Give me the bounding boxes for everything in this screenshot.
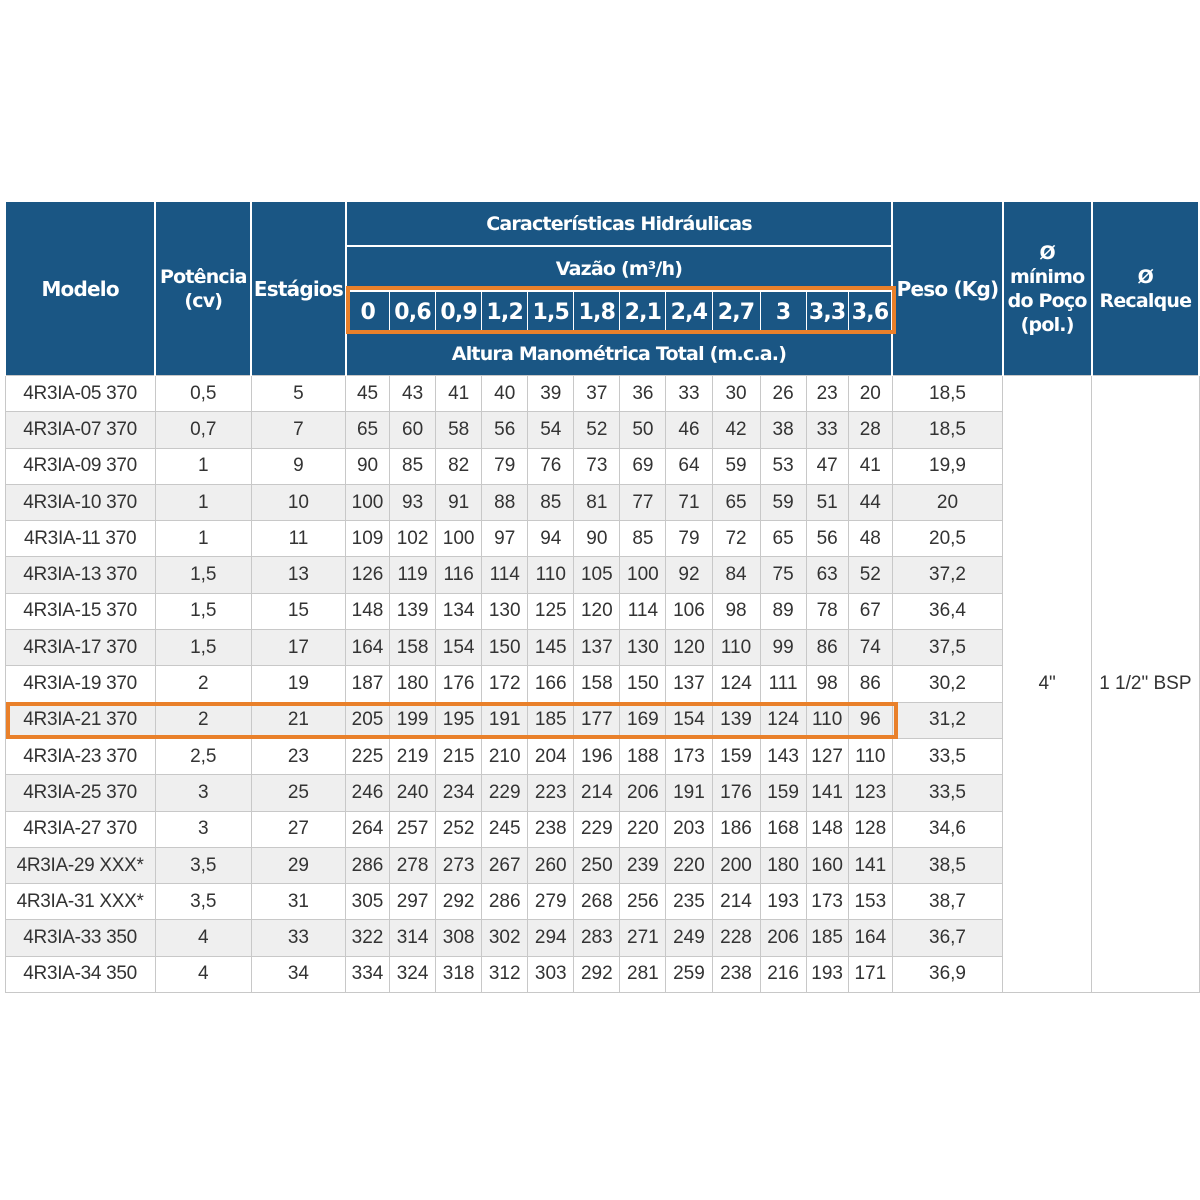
- head-value-cell: 91: [436, 484, 482, 520]
- head-value-cell: 58: [436, 412, 482, 448]
- head-value-cell: 150: [482, 630, 528, 666]
- head-value-cell: 50: [620, 412, 666, 448]
- head-value-cell: 193: [760, 884, 806, 920]
- head-value-cell: 249: [666, 920, 712, 956]
- head-value-cell: 86: [848, 666, 892, 702]
- head-value-cell: 72: [712, 521, 760, 557]
- head-value-cell: 286: [482, 884, 528, 920]
- head-value-cell: 100: [436, 521, 482, 557]
- head-value-cell: 109: [346, 521, 390, 557]
- header-outlet: Ø Recalque: [1092, 202, 1199, 376]
- head-value-cell: 273: [436, 847, 482, 883]
- weight-cell: 38,7: [892, 884, 1002, 920]
- power-cell: 4: [155, 920, 251, 956]
- head-value-cell: 267: [482, 847, 528, 883]
- head-value-cell: 130: [620, 630, 666, 666]
- head-value-cell: 114: [620, 593, 666, 629]
- stages-cell: 33: [251, 920, 345, 956]
- head-value-cell: 116: [436, 557, 482, 593]
- power-cell: 3,5: [155, 847, 251, 883]
- head-value-cell: 77: [620, 484, 666, 520]
- model-cell: 4R3IA-23 370: [5, 738, 155, 774]
- weight-cell: 37,5: [892, 630, 1002, 666]
- head-value-cell: 145: [528, 630, 574, 666]
- head-value-cell: 173: [666, 738, 712, 774]
- model-cell: 4R3IA-29 XXX*: [5, 847, 155, 883]
- head-value-cell: 63: [806, 557, 848, 593]
- head-value-cell: 205: [346, 702, 390, 738]
- head-value-cell: 82: [436, 448, 482, 484]
- head-value-cell: 120: [574, 593, 620, 629]
- head-value-cell: 42: [712, 412, 760, 448]
- head-value-cell: 195: [436, 702, 482, 738]
- head-value-cell: 64: [666, 448, 712, 484]
- head-value-cell: 106: [666, 593, 712, 629]
- head-value-cell: 53: [760, 448, 806, 484]
- head-value-cell: 220: [620, 811, 666, 847]
- head-value-cell: 111: [760, 666, 806, 702]
- head-value-cell: 187: [346, 666, 390, 702]
- flow-value-cell: 1,2: [482, 291, 528, 332]
- head-value-cell: 20: [848, 376, 892, 412]
- power-cell: 3: [155, 811, 251, 847]
- model-cell: 4R3IA-07 370: [5, 412, 155, 448]
- head-value-cell: 164: [346, 630, 390, 666]
- stages-cell: 21: [251, 702, 345, 738]
- head-value-cell: 154: [666, 702, 712, 738]
- head-value-cell: 89: [760, 593, 806, 629]
- power-cell: 1,5: [155, 593, 251, 629]
- head-value-cell: 191: [666, 775, 712, 811]
- head-value-cell: 110: [848, 738, 892, 774]
- stages-cell: 7: [251, 412, 345, 448]
- power-cell: 4: [155, 956, 251, 992]
- head-value-cell: 100: [346, 484, 390, 520]
- power-cell: 0,5: [155, 376, 251, 412]
- head-value-cell: 30: [712, 376, 760, 412]
- head-value-cell: 40: [482, 376, 528, 412]
- model-cell: 4R3IA-21 370: [5, 702, 155, 738]
- head-value-cell: 92: [666, 557, 712, 593]
- head-value-cell: 283: [574, 920, 620, 956]
- head-value-cell: 281: [620, 956, 666, 992]
- head-value-cell: 123: [848, 775, 892, 811]
- power-cell: 0,7: [155, 412, 251, 448]
- head-value-cell: 259: [666, 956, 712, 992]
- head-value-cell: 124: [760, 702, 806, 738]
- head-value-cell: 51: [806, 484, 848, 520]
- head-value-cell: 41: [436, 376, 482, 412]
- head-value-cell: 210: [482, 738, 528, 774]
- head-value-cell: 33: [666, 376, 712, 412]
- head-value-cell: 79: [666, 521, 712, 557]
- head-value-cell: 60: [390, 412, 436, 448]
- well-min-cell: 4": [1003, 376, 1092, 993]
- weight-cell: 18,5: [892, 412, 1002, 448]
- head-value-cell: 127: [806, 738, 848, 774]
- weight-cell: 19,9: [892, 448, 1002, 484]
- head-value-cell: 234: [436, 775, 482, 811]
- head-value-cell: 44: [848, 484, 892, 520]
- head-value-cell: 148: [806, 811, 848, 847]
- head-value-cell: 220: [666, 847, 712, 883]
- weight-cell: 20: [892, 484, 1002, 520]
- stages-cell: 5: [251, 376, 345, 412]
- head-value-cell: 52: [574, 412, 620, 448]
- head-value-cell: 191: [482, 702, 528, 738]
- head-value-cell: 74: [848, 630, 892, 666]
- head-value-cell: 119: [390, 557, 436, 593]
- head-value-cell: 196: [574, 738, 620, 774]
- head-value-cell: 252: [436, 811, 482, 847]
- pump-spec-table: [4, 202, 1200, 993]
- stages-cell: 17: [251, 630, 345, 666]
- header-flow: Vazão (m³/h): [346, 246, 893, 291]
- weight-cell: 37,2: [892, 557, 1002, 593]
- head-value-cell: 38: [760, 412, 806, 448]
- head-value-cell: 245: [482, 811, 528, 847]
- head-value-cell: 153: [848, 884, 892, 920]
- stages-cell: 34: [251, 956, 345, 992]
- head-value-cell: 256: [620, 884, 666, 920]
- head-value-cell: 176: [712, 775, 760, 811]
- head-value-cell: 302: [482, 920, 528, 956]
- model-cell: 4R3IA-27 370: [5, 811, 155, 847]
- flow-value-cell: 3: [760, 291, 806, 332]
- weight-cell: 33,5: [892, 738, 1002, 774]
- head-value-cell: 225: [346, 738, 390, 774]
- head-value-cell: 137: [574, 630, 620, 666]
- head-value-cell: 158: [390, 630, 436, 666]
- head-value-cell: 180: [760, 847, 806, 883]
- head-value-cell: 168: [760, 811, 806, 847]
- stages-cell: 10: [251, 484, 345, 520]
- stages-cell: 27: [251, 811, 345, 847]
- head-value-cell: 292: [574, 956, 620, 992]
- head-value-cell: 41: [848, 448, 892, 484]
- stages-cell: 25: [251, 775, 345, 811]
- header-model: Modelo: [5, 202, 155, 376]
- header-power: Potência (cv): [155, 202, 251, 376]
- head-value-cell: 203: [666, 811, 712, 847]
- head-value-cell: 324: [390, 956, 436, 992]
- head-value-cell: 59: [760, 484, 806, 520]
- head-value-cell: 297: [390, 884, 436, 920]
- head-value-cell: 215: [436, 738, 482, 774]
- head-value-cell: 65: [712, 484, 760, 520]
- head-value-cell: 186: [712, 811, 760, 847]
- head-value-cell: 98: [712, 593, 760, 629]
- header-hydraulic: Características Hidráulicas: [346, 202, 893, 246]
- head-value-cell: 85: [528, 484, 574, 520]
- head-value-cell: 185: [806, 920, 848, 956]
- head-value-cell: 94: [528, 521, 574, 557]
- head-value-cell: 229: [574, 811, 620, 847]
- head-value-cell: 114: [482, 557, 528, 593]
- head-value-cell: 177: [574, 702, 620, 738]
- header-well-min: Ø mínimo do Poço (pol.): [1003, 202, 1092, 376]
- head-value-cell: 141: [806, 775, 848, 811]
- head-value-cell: 69: [620, 448, 666, 484]
- head-value-cell: 238: [712, 956, 760, 992]
- head-value-cell: 216: [760, 956, 806, 992]
- head-value-cell: 159: [760, 775, 806, 811]
- head-value-cell: 33: [806, 412, 848, 448]
- power-cell: 3,5: [155, 884, 251, 920]
- head-value-cell: 102: [390, 521, 436, 557]
- head-value-cell: 93: [390, 484, 436, 520]
- stages-cell: 9: [251, 448, 345, 484]
- head-value-cell: 126: [346, 557, 390, 593]
- flow-value-cell: 0,6: [390, 291, 436, 332]
- head-value-cell: 73: [574, 448, 620, 484]
- table-header: [5, 202, 1199, 376]
- head-value-cell: 214: [712, 884, 760, 920]
- flow-value-cell: 2,7: [712, 291, 760, 332]
- head-value-cell: 169: [620, 702, 666, 738]
- head-value-cell: 308: [436, 920, 482, 956]
- head-value-cell: 206: [620, 775, 666, 811]
- table-body: [5, 376, 1199, 993]
- head-value-cell: 305: [346, 884, 390, 920]
- header-stages: Estágios: [251, 202, 345, 376]
- head-value-cell: 148: [346, 593, 390, 629]
- head-value-cell: 79: [482, 448, 528, 484]
- head-value-cell: 47: [806, 448, 848, 484]
- head-value-cell: 98: [806, 666, 848, 702]
- head-value-cell: 23: [806, 376, 848, 412]
- head-value-cell: 90: [574, 521, 620, 557]
- head-value-cell: 139: [712, 702, 760, 738]
- head-value-cell: 268: [574, 884, 620, 920]
- head-value-cell: 105: [574, 557, 620, 593]
- head-value-cell: 257: [390, 811, 436, 847]
- head-value-cell: 219: [390, 738, 436, 774]
- stages-cell: 13: [251, 557, 345, 593]
- head-value-cell: 110: [806, 702, 848, 738]
- head-value-cell: 139: [390, 593, 436, 629]
- power-cell: 1,5: [155, 630, 251, 666]
- head-value-cell: 185: [528, 702, 574, 738]
- weight-cell: 34,6: [892, 811, 1002, 847]
- head-value-cell: 96: [848, 702, 892, 738]
- head-value-cell: 90: [346, 448, 390, 484]
- head-value-cell: 294: [528, 920, 574, 956]
- head-value-cell: 240: [390, 775, 436, 811]
- weight-cell: 18,5: [892, 376, 1002, 412]
- head-value-cell: 154: [436, 630, 482, 666]
- head-value-cell: 43: [390, 376, 436, 412]
- model-cell: 4R3IA-25 370: [5, 775, 155, 811]
- weight-cell: 36,4: [892, 593, 1002, 629]
- power-cell: 2: [155, 702, 251, 738]
- stages-cell: 19: [251, 666, 345, 702]
- model-cell: 4R3IA-15 370: [5, 593, 155, 629]
- head-value-cell: 45: [346, 376, 390, 412]
- head-value-cell: 67: [848, 593, 892, 629]
- head-value-cell: 204: [528, 738, 574, 774]
- head-value-cell: 278: [390, 847, 436, 883]
- head-value-cell: 78: [806, 593, 848, 629]
- head-value-cell: 36: [620, 376, 666, 412]
- head-value-cell: 246: [346, 775, 390, 811]
- head-value-cell: 312: [482, 956, 528, 992]
- flow-value-cell: 2,1: [620, 291, 666, 332]
- model-cell: 4R3IA-11 370: [5, 521, 155, 557]
- flow-value-cell: 0,9: [436, 291, 482, 332]
- head-value-cell: 173: [806, 884, 848, 920]
- head-value-cell: 134: [436, 593, 482, 629]
- model-cell: 4R3IA-13 370: [5, 557, 155, 593]
- head-value-cell: 52: [848, 557, 892, 593]
- head-value-cell: 164: [848, 920, 892, 956]
- head-value-cell: 286: [346, 847, 390, 883]
- head-value-cell: 56: [482, 412, 528, 448]
- head-value-cell: 88: [482, 484, 528, 520]
- head-value-cell: 180: [390, 666, 436, 702]
- head-value-cell: 26: [760, 376, 806, 412]
- head-value-cell: 322: [346, 920, 390, 956]
- head-value-cell: 85: [620, 521, 666, 557]
- head-value-cell: 99: [760, 630, 806, 666]
- head-value-cell: 130: [482, 593, 528, 629]
- head-value-cell: 206: [760, 920, 806, 956]
- power-cell: 1: [155, 521, 251, 557]
- header-head: Altura Manométrica Total (m.c.a.): [346, 332, 893, 376]
- table-row: [5, 376, 1199, 412]
- weight-cell: 20,5: [892, 521, 1002, 557]
- head-value-cell: 292: [436, 884, 482, 920]
- head-value-cell: 85: [390, 448, 436, 484]
- head-value-cell: 39: [528, 376, 574, 412]
- head-value-cell: 303: [528, 956, 574, 992]
- head-value-cell: 160: [806, 847, 848, 883]
- head-value-cell: 159: [712, 738, 760, 774]
- power-cell: 1: [155, 448, 251, 484]
- head-value-cell: 199: [390, 702, 436, 738]
- model-cell: 4R3IA-10 370: [5, 484, 155, 520]
- head-value-cell: 81: [574, 484, 620, 520]
- head-value-cell: 143: [760, 738, 806, 774]
- head-value-cell: 124: [712, 666, 760, 702]
- head-value-cell: 334: [346, 956, 390, 992]
- head-value-cell: 171: [848, 956, 892, 992]
- head-value-cell: 141: [848, 847, 892, 883]
- head-value-cell: 223: [528, 775, 574, 811]
- flow-value-cell: 3,3: [806, 291, 848, 332]
- head-value-cell: 48: [848, 521, 892, 557]
- power-cell: 1,5: [155, 557, 251, 593]
- flow-value-cell: 3,6: [848, 291, 892, 332]
- header-weight: Peso (Kg): [892, 202, 1002, 376]
- head-value-cell: 214: [574, 775, 620, 811]
- head-value-cell: 188: [620, 738, 666, 774]
- head-value-cell: 97: [482, 521, 528, 557]
- head-value-cell: 65: [346, 412, 390, 448]
- head-value-cell: 120: [666, 630, 712, 666]
- head-value-cell: 28: [848, 412, 892, 448]
- head-value-cell: 59: [712, 448, 760, 484]
- weight-cell: 33,5: [892, 775, 1002, 811]
- model-cell: 4R3IA-05 370: [5, 376, 155, 412]
- head-value-cell: 229: [482, 775, 528, 811]
- flow-value-cell: 0: [346, 291, 390, 332]
- head-value-cell: 193: [806, 956, 848, 992]
- head-value-cell: 37: [574, 376, 620, 412]
- head-value-cell: 110: [712, 630, 760, 666]
- weight-cell: 38,5: [892, 847, 1002, 883]
- head-value-cell: 150: [620, 666, 666, 702]
- head-value-cell: 235: [666, 884, 712, 920]
- head-value-cell: 71: [666, 484, 712, 520]
- head-value-cell: 250: [574, 847, 620, 883]
- stages-cell: 11: [251, 521, 345, 557]
- head-value-cell: 264: [346, 811, 390, 847]
- stages-cell: 29: [251, 847, 345, 883]
- power-cell: 2,5: [155, 738, 251, 774]
- head-value-cell: 128: [848, 811, 892, 847]
- head-value-cell: 75: [760, 557, 806, 593]
- head-value-cell: 318: [436, 956, 482, 992]
- head-value-cell: 158: [574, 666, 620, 702]
- model-cell: 4R3IA-31 XXX*: [5, 884, 155, 920]
- model-cell: 4R3IA-33 350: [5, 920, 155, 956]
- head-value-cell: 125: [528, 593, 574, 629]
- model-cell: 4R3IA-34 350: [5, 956, 155, 992]
- head-value-cell: 110: [528, 557, 574, 593]
- head-value-cell: 100: [620, 557, 666, 593]
- head-value-cell: 54: [528, 412, 574, 448]
- head-value-cell: 46: [666, 412, 712, 448]
- head-value-cell: 314: [390, 920, 436, 956]
- weight-cell: 30,2: [892, 666, 1002, 702]
- model-cell: 4R3IA-09 370: [5, 448, 155, 484]
- flow-value-cell: 1,5: [528, 291, 574, 332]
- head-value-cell: 176: [436, 666, 482, 702]
- head-value-cell: 239: [620, 847, 666, 883]
- head-value-cell: 137: [666, 666, 712, 702]
- flow-value-cell: 1,8: [574, 291, 620, 332]
- power-cell: 3: [155, 775, 251, 811]
- power-cell: 1: [155, 484, 251, 520]
- outlet-cell: 1 1/2" BSP: [1092, 376, 1199, 993]
- head-value-cell: 271: [620, 920, 666, 956]
- model-cell: 4R3IA-19 370: [5, 666, 155, 702]
- head-value-cell: 56: [806, 521, 848, 557]
- flow-value-cell: 2,4: [666, 291, 712, 332]
- weight-cell: 31,2: [892, 702, 1002, 738]
- head-value-cell: 166: [528, 666, 574, 702]
- head-value-cell: 84: [712, 557, 760, 593]
- head-value-cell: 238: [528, 811, 574, 847]
- head-value-cell: 86: [806, 630, 848, 666]
- stages-cell: 31: [251, 884, 345, 920]
- head-value-cell: 228: [712, 920, 760, 956]
- weight-cell: 36,9: [892, 956, 1002, 992]
- head-value-cell: 76: [528, 448, 574, 484]
- head-value-cell: 172: [482, 666, 528, 702]
- stages-cell: 15: [251, 593, 345, 629]
- head-value-cell: 65: [760, 521, 806, 557]
- head-value-cell: 200: [712, 847, 760, 883]
- power-cell: 2: [155, 666, 251, 702]
- model-cell: 4R3IA-17 370: [5, 630, 155, 666]
- weight-cell: 36,7: [892, 920, 1002, 956]
- head-value-cell: 260: [528, 847, 574, 883]
- stages-cell: 23: [251, 738, 345, 774]
- head-value-cell: 279: [528, 884, 574, 920]
